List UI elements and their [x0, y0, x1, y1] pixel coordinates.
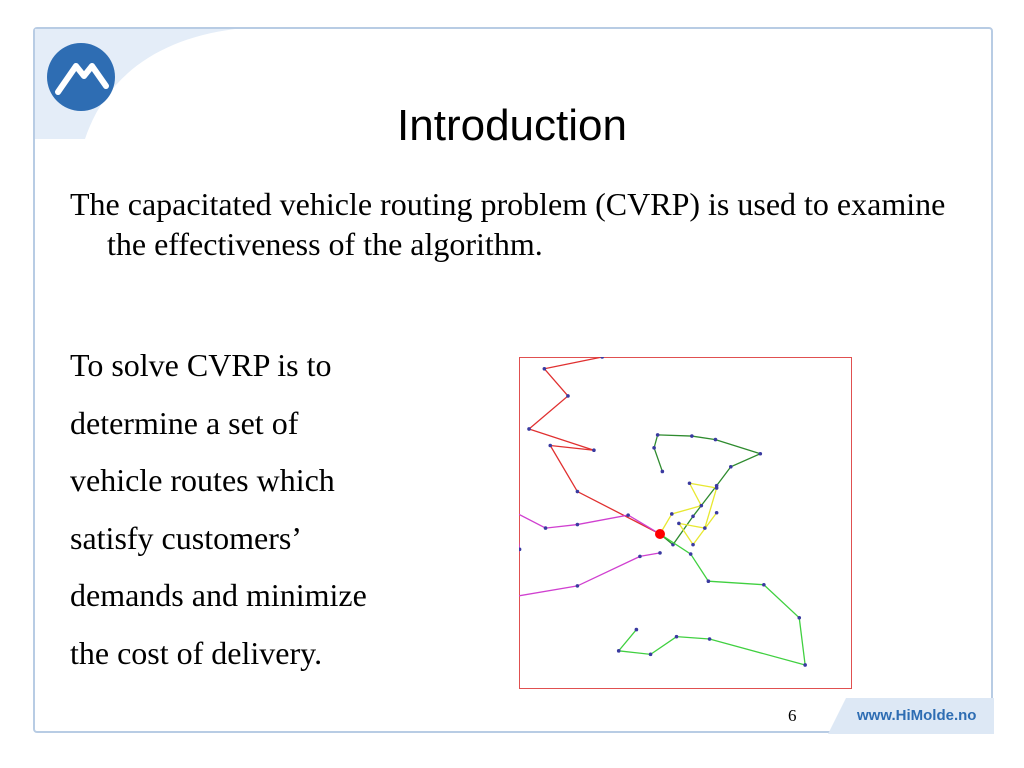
customer-node — [658, 551, 662, 555]
customer-node — [544, 526, 548, 530]
customer-node — [797, 616, 801, 620]
customer-node — [566, 394, 570, 398]
customer-node — [656, 433, 660, 437]
customer-node — [714, 438, 718, 442]
body-line: determine a set of — [70, 404, 299, 441]
customer-node — [715, 511, 719, 515]
body-line: the cost of delivery. — [70, 634, 323, 671]
customer-node — [661, 470, 665, 474]
depot-node — [655, 529, 665, 539]
customer-node — [708, 637, 712, 641]
customer-node — [527, 427, 531, 431]
body-line: To solve CVRP is to — [70, 347, 332, 383]
customer-node — [762, 583, 766, 587]
customer-node — [690, 434, 694, 438]
vehicle-routes-figure — [519, 357, 852, 689]
body-line: satisfy customers’ — [70, 519, 302, 556]
customer-node — [688, 481, 692, 485]
customer-node — [576, 584, 580, 588]
customer-node — [677, 522, 681, 526]
customer-node — [592, 448, 596, 452]
customer-node — [576, 523, 580, 527]
customer-node — [638, 555, 642, 559]
customer-node — [759, 452, 763, 456]
customer-node — [691, 515, 695, 519]
customer-node — [703, 526, 707, 530]
customer-node — [548, 444, 552, 448]
customer-node — [803, 663, 807, 667]
customer-node — [543, 367, 547, 371]
customer-node — [707, 579, 711, 583]
customer-node — [649, 653, 653, 657]
body-text — [70, 343, 367, 688]
body-line: vehicle routes which — [70, 462, 335, 498]
footer-url: www.HiMolde.no — [857, 707, 977, 724]
customer-node — [691, 543, 695, 547]
customer-node — [729, 465, 733, 469]
customer-node — [670, 512, 674, 516]
page-number: 6 — [788, 706, 797, 725]
customer-node — [652, 446, 656, 450]
customer-node — [715, 486, 719, 490]
customer-node — [675, 635, 679, 639]
customer-node — [626, 513, 630, 517]
customer-node — [700, 504, 704, 508]
customer-node — [635, 628, 639, 632]
intro-paragraph: The capacitated vehicle routing problem (CVRP) is used to examine the effectiveness of the algorithm. — [70, 186, 946, 262]
customer-node — [576, 490, 580, 494]
customer-node — [689, 552, 693, 556]
customer-node — [617, 649, 621, 653]
body-line: demands and minimize — [70, 577, 367, 613]
slide-title: Introduction — [397, 101, 627, 150]
